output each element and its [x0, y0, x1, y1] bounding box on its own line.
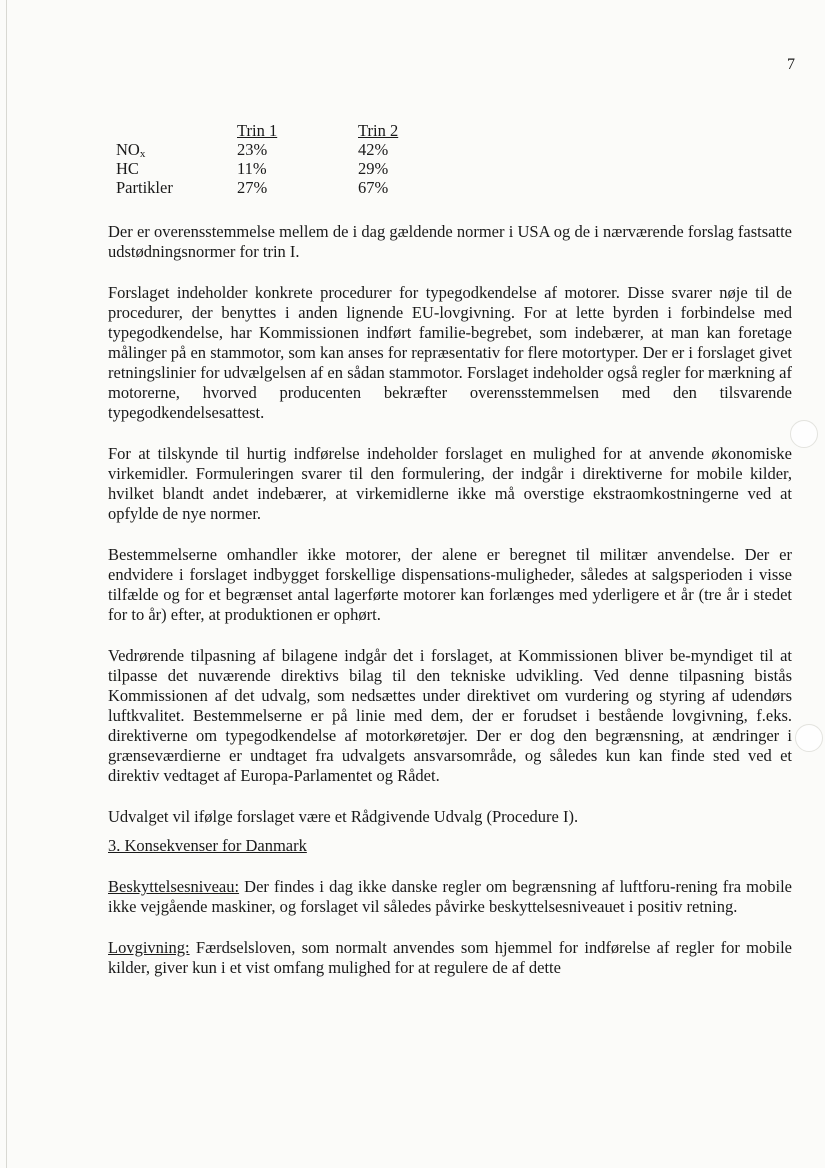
- subsection-lovgivning: [108, 938, 792, 978]
- table-cell: 23%: [237, 140, 268, 159]
- paragraph: Udvalget vil ifølge forslaget være et Rådgivende Udvalg (Procedure I).: [108, 807, 579, 826]
- paragraph: Vedrørende tilpasning af bilagene indgår det i forslaget, at Kommissionen bliver be-myndiget til at tilpasse det nuværende direktivs bilag til den tekniske udvikling. Ved denne tilpasning bistås Kommissionen af det udvalg, som nedsættes under direktivet om vurdering og styring af udendørs luftkvalitet. Bestemmelserne er på linie med dem, der er forudset i bestående lovgivning, f.eks. direktiverne om typegodkendelse af motorkøretøjer. Der er dog den begrænsning, at ændringer i grænseværdierne er undtaget fra udvalgets ansvarsområde, og således kun kan finde sted ved et direktiv vedtaget af Europa-Parlamentet og Rådet.: [108, 646, 792, 785]
- label-main: NO: [116, 140, 140, 159]
- subsection-text: Færdselsloven, som normalt anvendes som hjemmel for indførelse af regler for mobile kilder, giver kun i et vist omfang mulighed for at regulere de af dette: [108, 938, 792, 977]
- punch-hole-mark: [790, 420, 818, 448]
- subsection-text: Der findes i dag ikke danske regler om begrænsning af luftforu-rening fra mobile ikke vejgående maskiner, og forslaget vil således påvirke beskyttelsesniveauet i positiv retning.: [108, 877, 792, 916]
- subsection-beskyttelsesniveau: [108, 877, 792, 917]
- subsection-label: Beskyttelsesniveau:: [108, 877, 240, 896]
- section-heading: 3. Konsekvenser for Danmark: [108, 836, 307, 855]
- table-row: [116, 159, 438, 178]
- table-cell: 42%: [358, 140, 389, 159]
- body-text: [108, 222, 792, 999]
- label-main: Partikler: [116, 178, 173, 197]
- label-main: HC: [116, 159, 139, 178]
- table-cell: 67%: [358, 178, 389, 197]
- paragraph: Bestemmelserne omhandler ikke motorer, der alene er beregnet til militær anvendelse. Der er endvidere i forslaget indbygget forskellige dispensations-muligheder, således at salgsperioden i visse tilfælde og for et begrænset antal lagerførte motorer kan forlænges med yderligere et år (tre år i stedet for to år) efter, at produktionen er ophørt.: [108, 545, 792, 624]
- subsection-label: Lovgivning:: [108, 938, 190, 957]
- paragraph: Der er overensstemmelse mellem de i dag gældende normer i USA og de i nærværende forslag fastsatte udstødningsnormer for trin I.: [108, 222, 792, 261]
- table-row: [116, 140, 438, 159]
- table-header-cell: [116, 121, 237, 140]
- table-row-label: [116, 140, 237, 159]
- paragraph: For at tilskynde til hurtig indførelse indeholder forslaget en mulighed for at anvende økonomiske virkemidler. Formuleringen svarer til den formulering, der indgår i direktiverne for mobile kilder, hvilket blandt andet indebærer, at virkemidlerne ikke må overstige ekstraomkostningerne ved at opfylde de nye normer.: [108, 444, 792, 523]
- punch-hole-mark: [795, 724, 823, 752]
- table-header-row: [116, 121, 438, 140]
- table-row: [116, 178, 438, 197]
- emission-reduction-table: [116, 121, 438, 197]
- table-cell: 11%: [237, 159, 267, 178]
- page-number: 7: [787, 56, 795, 73]
- table-cell: 29%: [358, 159, 389, 178]
- label-subscript: x: [139, 148, 146, 160]
- table-header-cell: Trin 1: [237, 121, 278, 140]
- table-cell: 27%: [237, 178, 268, 197]
- scan-edge-line: [6, 0, 7, 1168]
- table-row-label: [116, 159, 237, 178]
- table-row-label: [116, 178, 237, 197]
- paragraph: Forslaget indeholder konkrete procedurer for typegodkendelse af motorer. Disse svarer nøje til de procedurer, der benyttes i anden lignende EU-lovgivning. For at lette byrden i forbindelse med typegodkendelse, har Kommissionen indført familie-begrebet, som indebærer, at man kan foretage målinger på en stammotor, som kan anses for repræsentativ for flere motortyper. Der er i forslaget givet retningslinier for udvælgelsen af en sådan stammotor. Forslaget indeholder også regler for mærkning af motorerne, hvorved producenten bekræfter overensstemmelsen med den tilsvarende typegodkendelsesattest.: [108, 283, 792, 422]
- table-header-cell: Trin 2: [358, 121, 399, 140]
